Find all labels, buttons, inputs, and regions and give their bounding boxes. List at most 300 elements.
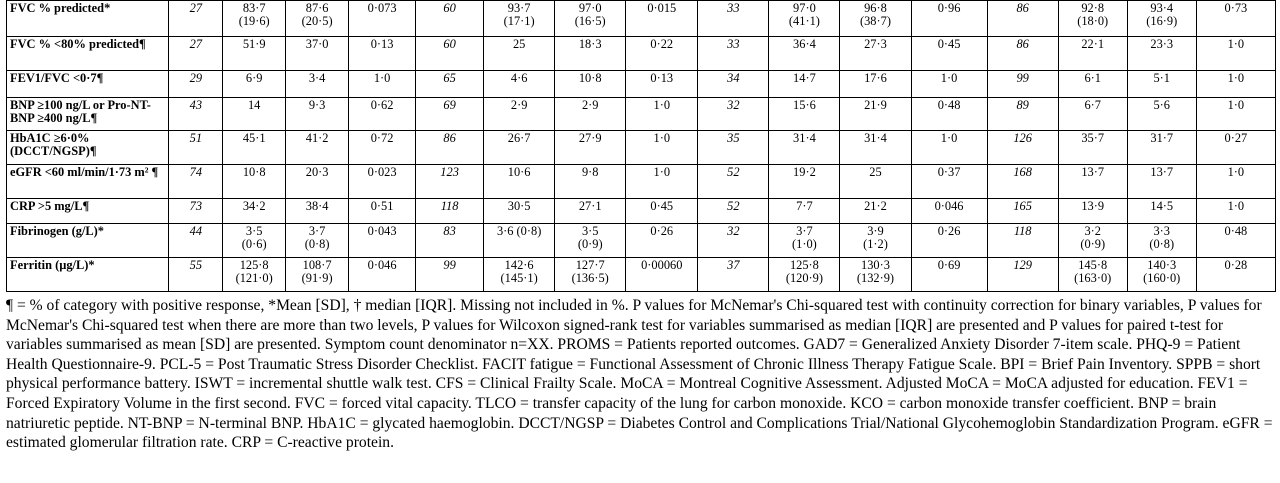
cell-value: 108·7 (302, 258, 332, 272)
value-cell (286, 199, 349, 224)
count-cell (698, 165, 769, 199)
cell-sd: (16·9) (1146, 14, 1178, 28)
cell-value: 96·8 (864, 1, 887, 15)
cell-value: 9·8 (581, 165, 599, 179)
count-cell (416, 71, 484, 98)
p-value-cell (349, 258, 416, 292)
p-value-cell (349, 37, 416, 71)
cell-value: 118 (1013, 224, 1032, 238)
cell-sd: (0·8) (1149, 237, 1175, 251)
cell-value: 83·7 (242, 1, 266, 15)
p-value-cell (911, 71, 987, 98)
cell-value: 1·0 (1227, 37, 1245, 51)
cell-sd: (145·1) (500, 271, 538, 285)
value-cell (286, 224, 349, 258)
cell-value: 43 (189, 98, 203, 112)
cell-value: 1·0 (653, 165, 671, 179)
value-cell (769, 131, 840, 165)
value-cell (1127, 224, 1196, 258)
value-cell (840, 165, 911, 199)
value-cell (223, 71, 286, 98)
cell-value: 1·0 (940, 71, 958, 85)
cell-value: 41·2 (305, 131, 329, 145)
row-label: eGFR <60 ml/min/1·73 m² ¶ (7, 165, 169, 199)
cell-value: 25 (869, 165, 882, 179)
cell-value: 26·7 (507, 131, 531, 145)
count-cell (987, 258, 1058, 292)
row-label: FEV1/FVC <0·7¶ (7, 71, 169, 98)
cell-sd: (1·2) (863, 237, 888, 251)
value-cell (1127, 98, 1196, 131)
count-cell (416, 199, 484, 224)
count-cell (698, 258, 769, 292)
p-value-cell (911, 1, 987, 37)
value-cell (286, 71, 349, 98)
cell-value: 125·8 (239, 258, 269, 272)
cell-sd: (160·0) (1143, 271, 1181, 285)
p-value-cell (1196, 98, 1275, 131)
cell-value: 97·0 (578, 1, 602, 15)
cell-value: 27·3 (864, 37, 887, 51)
cell-value: 86 (1016, 37, 1029, 51)
value-cell (1058, 199, 1127, 224)
cell-value: 37·0 (305, 37, 329, 51)
value-cell (769, 1, 840, 37)
value-cell (1058, 131, 1127, 165)
p-value-cell (1196, 71, 1275, 98)
cell-value: 125·8 (789, 258, 819, 272)
cell-value: 45·1 (242, 131, 266, 145)
value-cell (286, 1, 349, 37)
value-cell (223, 224, 286, 258)
value-cell (286, 98, 349, 131)
value-cell (769, 199, 840, 224)
cell-value: 6·1 (1084, 71, 1101, 85)
value-cell (1127, 165, 1196, 199)
count-cell (987, 131, 1058, 165)
cell-value: 5·6 (1153, 98, 1170, 112)
value-cell (1127, 71, 1196, 98)
cell-value: 13·9 (1081, 199, 1105, 213)
cell-value: 20·3 (305, 165, 329, 179)
row-label: CRP >5 mg/L¶ (7, 199, 169, 224)
cell-value: 13·7 (1150, 165, 1174, 179)
cell-value: 3·5 (245, 224, 263, 238)
value-cell (840, 98, 911, 131)
p-value-cell (1196, 258, 1275, 292)
cell-value: 0·26 (650, 224, 674, 238)
cell-value: 27·1 (578, 199, 602, 213)
p-value-cell (349, 71, 416, 98)
cell-value: 60 (443, 1, 456, 15)
value-cell (1058, 98, 1127, 131)
cell-value: 31·4 (864, 131, 887, 145)
cell-value: 10·6 (507, 165, 531, 179)
p-value-cell (349, 165, 416, 199)
value-cell (840, 37, 911, 71)
count-cell (169, 37, 223, 71)
p-value-cell (911, 199, 987, 224)
p-value-cell (1196, 1, 1275, 37)
value-cell (840, 71, 911, 98)
cell-value: 0·073 (367, 1, 397, 15)
p-value-cell (911, 224, 987, 258)
p-value-cell (626, 1, 698, 37)
cell-sd: (121·0) (235, 271, 273, 285)
p-value-cell (911, 37, 987, 71)
row-label: FVC % <80% predicted¶ (7, 37, 169, 71)
cell-value: 165 (1013, 199, 1032, 213)
cell-value: 32 (727, 224, 740, 238)
value-cell (223, 199, 286, 224)
cell-value: 19·2 (793, 165, 816, 179)
cell-value: 86 (443, 131, 456, 145)
cell-value: 6·7 (1084, 98, 1101, 112)
cell-value: 118 (440, 199, 459, 213)
cell-value: 168 (1013, 165, 1032, 179)
cell-value: 17·6 (864, 71, 887, 85)
cell-value: 23·3 (1150, 37, 1174, 51)
cell-value: 1·0 (1227, 98, 1245, 112)
cell-value: 83 (443, 224, 456, 238)
cell-value: 0·015 (647, 1, 677, 15)
cell-value: 44 (189, 224, 203, 238)
table-row (7, 98, 1276, 131)
count-cell (169, 131, 223, 165)
cell-sd: (16·5) (574, 14, 606, 28)
row-label: FVC % predicted* (7, 1, 169, 37)
cell-value: 7·7 (796, 199, 813, 213)
value-cell (555, 258, 626, 292)
cell-value: 3·5 (581, 224, 599, 238)
cell-sd: (1·0) (792, 237, 817, 251)
cell-sd: (41·1) (788, 14, 820, 28)
p-value-cell (626, 199, 698, 224)
value-cell (223, 165, 286, 199)
p-value-cell (349, 224, 416, 258)
cell-value: 51·9 (242, 37, 266, 51)
value-cell (223, 131, 286, 165)
cell-value: 33 (727, 37, 740, 51)
cell-value: 29 (189, 71, 203, 85)
cell-value: 130·3 (861, 258, 890, 272)
p-value-cell (1196, 165, 1275, 199)
value-cell (769, 98, 840, 131)
cell-sd: (132·9) (856, 271, 895, 285)
cell-value: 30·5 (507, 199, 531, 213)
count-cell (416, 131, 484, 165)
value-cell (840, 224, 911, 258)
value-cell (555, 98, 626, 131)
cell-sd: (0·9) (1080, 237, 1106, 251)
count-cell (698, 98, 769, 131)
p-value-cell (626, 37, 698, 71)
cell-value: 33 (727, 1, 740, 15)
cell-value: 0·96 (937, 1, 961, 15)
count-cell (169, 1, 223, 37)
cell-value: 123 (440, 165, 459, 179)
value-cell (555, 131, 626, 165)
count-cell (987, 37, 1058, 71)
count-cell (987, 98, 1058, 131)
row-label: BNP ≥100 ng/L or Pro-NT-BNP ≥400 ng/L¶ (7, 98, 169, 131)
cell-sd: (0·6) (241, 237, 267, 251)
value-cell (769, 258, 840, 292)
cell-value: 0·45 (937, 37, 961, 51)
row-label: Fibrinogen (g/L)* (7, 224, 169, 258)
count-cell (416, 165, 484, 199)
cell-value: 9·3 (308, 98, 326, 112)
cell-value: 0·13 (650, 71, 674, 85)
cell-value: 4·6 (510, 71, 528, 85)
value-cell (223, 258, 286, 292)
cell-value: 38·4 (305, 199, 329, 213)
cell-value: 0·69 (937, 258, 961, 272)
p-value-cell (911, 258, 987, 292)
cell-sd: (136·5) (571, 271, 609, 285)
value-cell (769, 165, 840, 199)
cell-value: 3·7 (796, 224, 813, 238)
cell-value: 10·8 (242, 165, 266, 179)
cell-value: 27 (189, 1, 203, 15)
value-cell (484, 199, 555, 224)
value-cell (769, 224, 840, 258)
table-row (7, 1, 1276, 37)
cell-value: 99 (1016, 71, 1029, 85)
cell-value: 34·2 (242, 199, 266, 213)
cell-value: 51 (189, 131, 203, 145)
value-cell (840, 1, 911, 37)
cell-sd: (0·9) (577, 237, 603, 251)
cell-value: 21·9 (864, 98, 887, 112)
table-row (7, 165, 1276, 199)
value-cell (769, 71, 840, 98)
p-value-cell (349, 98, 416, 131)
count-cell (416, 37, 484, 71)
cell-value: 0·26 (937, 224, 961, 238)
cell-value: 14·5 (1150, 199, 1174, 213)
p-value-cell (911, 165, 987, 199)
cell-value: 2·9 (510, 98, 528, 112)
row-label: Ferritin (µg/L)* (7, 258, 169, 292)
cell-value: 25 (512, 37, 526, 51)
cell-value: 27·9 (578, 131, 602, 145)
cell-value: 0·023 (367, 165, 397, 179)
value-cell (840, 131, 911, 165)
table-row (7, 258, 1276, 292)
cell-value: 6·9 (245, 71, 263, 85)
cell-sd: (19·6) (238, 14, 270, 28)
value-cell (484, 71, 555, 98)
value-cell (1127, 37, 1196, 71)
count-cell (987, 165, 1058, 199)
value-cell (840, 258, 911, 292)
cell-value: 2·9 (581, 98, 599, 112)
count-cell (698, 131, 769, 165)
value-cell (555, 71, 626, 98)
value-cell (1058, 165, 1127, 199)
cell-value: 13·7 (1081, 165, 1105, 179)
p-value-cell (349, 131, 416, 165)
cell-value: 10·8 (578, 71, 602, 85)
value-cell (1127, 1, 1196, 37)
p-value-cell (626, 131, 698, 165)
cell-value: 0·046 (367, 258, 397, 272)
value-cell (555, 224, 626, 258)
cell-value: 129 (1013, 258, 1032, 272)
value-cell (1058, 37, 1127, 71)
cell-value: 52 (727, 165, 740, 179)
cell-value: 99 (443, 258, 456, 272)
value-cell (1058, 1, 1127, 37)
cell-value: 92·8 (1081, 1, 1105, 15)
value-cell (1127, 199, 1196, 224)
p-value-cell (1196, 37, 1275, 71)
cell-sd: (120·9) (785, 271, 823, 285)
p-value-cell (1196, 199, 1275, 224)
value-cell (1058, 258, 1127, 292)
cell-value: 5·1 (1153, 71, 1170, 85)
p-value-cell (349, 199, 416, 224)
cell-value: 93·7 (507, 1, 531, 15)
cell-value: 0·37 (937, 165, 961, 179)
cell-value: 0·22 (650, 37, 674, 51)
count-cell (169, 71, 223, 98)
cell-value: 34 (727, 71, 740, 85)
cell-sd: (91·9) (301, 271, 333, 285)
cell-sd: (20·5) (301, 14, 333, 28)
p-value-cell (626, 98, 698, 131)
value-cell (223, 37, 286, 71)
cell-value: 15·6 (793, 98, 816, 112)
count-cell (169, 165, 223, 199)
cell-value: 126 (1013, 131, 1032, 145)
cell-value: 1·0 (1227, 165, 1245, 179)
p-value-cell (626, 258, 698, 292)
table-row (7, 37, 1276, 71)
p-value-cell (626, 224, 698, 258)
cell-value: 27 (189, 37, 203, 51)
p-value-cell (911, 98, 987, 131)
cell-value: 1·0 (653, 131, 671, 145)
cell-value: 0·13 (370, 37, 394, 51)
value-cell (769, 37, 840, 71)
value-cell (223, 1, 286, 37)
cell-value: 35 (727, 131, 740, 145)
cell-value: 86 (1016, 1, 1029, 15)
count-cell (416, 224, 484, 258)
count-cell (698, 199, 769, 224)
p-value-cell (1196, 224, 1275, 258)
value-cell (286, 37, 349, 71)
cell-value: 0·00060 (641, 258, 683, 272)
value-cell (555, 37, 626, 71)
cell-value: 37 (727, 258, 740, 272)
cell-value: 31·7 (1150, 131, 1174, 145)
value-cell (840, 199, 911, 224)
count-cell (987, 1, 1058, 37)
cell-value: 0·51 (370, 199, 394, 213)
value-cell (286, 131, 349, 165)
value-cell (484, 37, 555, 71)
cell-value: 1·0 (653, 98, 671, 112)
cell-sd: (17·1) (503, 14, 535, 28)
p-value-cell (911, 131, 987, 165)
count-cell (169, 258, 223, 292)
count-cell (698, 37, 769, 71)
count-cell (416, 258, 484, 292)
p-value-cell (349, 1, 416, 37)
cell-sd: (38·7) (859, 14, 891, 28)
cell-value: 87·6 (305, 1, 329, 15)
value-cell (484, 131, 555, 165)
value-cell (484, 258, 555, 292)
value-cell (484, 165, 555, 199)
p-value-cell (1196, 131, 1275, 165)
cell-value: 0·48 (937, 98, 961, 112)
cell-sd: (18·0) (1077, 14, 1109, 28)
count-cell (169, 98, 223, 131)
cell-value: 3·7 (308, 224, 326, 238)
cell-value: 69 (443, 98, 456, 112)
cell-value: 14 (247, 98, 261, 112)
cell-value: 52 (727, 199, 740, 213)
cell-sd: (163·0) (1074, 271, 1112, 285)
count-cell (987, 199, 1058, 224)
cell-value: 97·0 (793, 1, 816, 15)
cell-value: 1·0 (1227, 71, 1245, 85)
p-value-cell (626, 71, 698, 98)
cell-value: 0·046 (934, 199, 964, 213)
cell-value: 3·9 (867, 224, 884, 238)
cell-value: 55 (189, 258, 203, 272)
cell-value: 3·3 (1153, 224, 1170, 238)
value-cell (286, 258, 349, 292)
cell-value: 127·7 (575, 258, 605, 272)
cell-value: 18·3 (578, 37, 602, 51)
value-cell (484, 224, 555, 258)
row-label: HbA1C ≥6·0% (DCCT/NGSP)¶ (7, 131, 169, 165)
cell-value: 142·6 (504, 258, 534, 272)
value-cell (555, 1, 626, 37)
value-cell (484, 98, 555, 131)
count-cell (987, 71, 1058, 98)
cell-value: 36·4 (793, 37, 816, 51)
count-cell (987, 224, 1058, 258)
cell-value: 0·62 (370, 98, 394, 112)
value-cell (1127, 258, 1196, 292)
cell-value: 73 (189, 199, 203, 213)
cell-value: 60 (443, 37, 456, 51)
count-cell (416, 1, 484, 37)
cell-value: 14·7 (793, 71, 816, 85)
table-row (7, 71, 1276, 98)
cell-value: 1·0 (1227, 199, 1245, 213)
results-table (6, 0, 1276, 292)
cell-value: 3·2 (1084, 224, 1101, 238)
value-cell (286, 165, 349, 199)
value-cell (555, 165, 626, 199)
cell-value: 140·3 (1147, 258, 1177, 272)
cell-value: 3·6 (0·8) (496, 224, 542, 238)
value-cell (1127, 131, 1196, 165)
cell-value: 1·0 (940, 131, 958, 145)
cell-value: 65 (443, 71, 456, 85)
cell-value: 35·7 (1081, 131, 1105, 145)
cell-value: 0·28 (1224, 258, 1248, 272)
cell-value: 21·2 (864, 199, 887, 213)
cell-value: 89 (1016, 98, 1029, 112)
